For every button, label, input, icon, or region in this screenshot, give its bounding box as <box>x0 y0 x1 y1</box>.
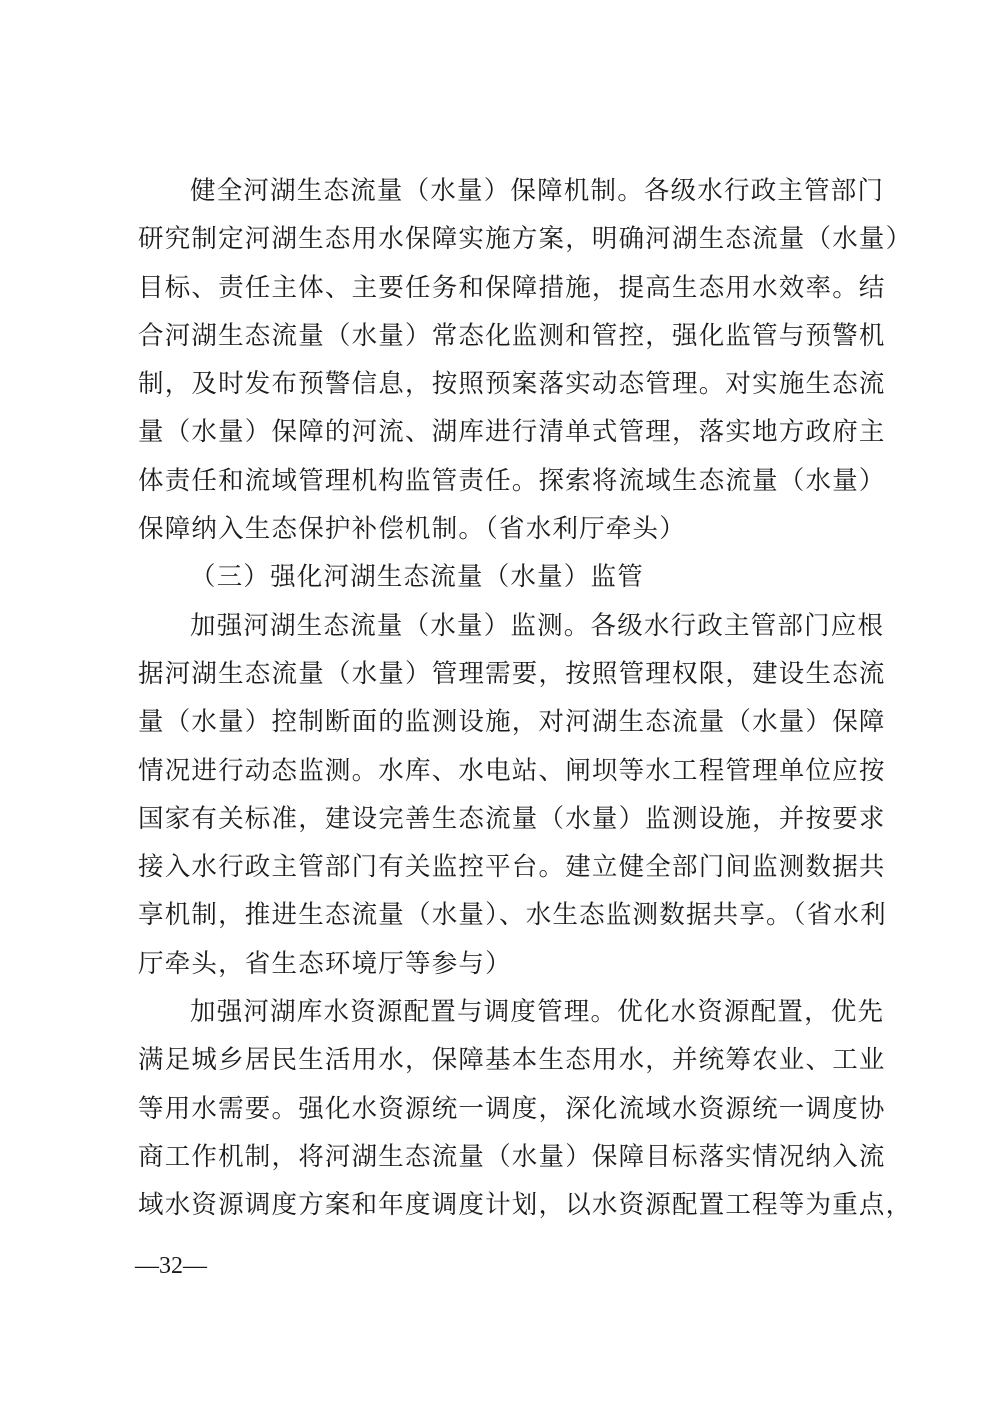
paragraph-line: 厅牵头，省生态环境厅等参与） <box>138 948 512 979</box>
paragraph-line: 合河湖生态流量（水量）常态化监测和管控，强化监管与预警机 <box>138 320 886 351</box>
paragraph-line: 量（水量）保障的河流、湖库进行清单式管理，落实地方政府主 <box>138 417 886 448</box>
paragraph-line: 域水资源调度方案和年度调度计划，以水资源配置工程等为重点， <box>138 1190 913 1221</box>
paragraph-line: 目标、责任主体、主要任务和保障措施，提高生态用水效率。结 <box>138 272 886 303</box>
paragraph-line: 制，及时发布预警信息，按照预案落实动态管理。对实施生态流 <box>138 369 886 400</box>
paragraph-line: 等用水需要。强化水资源统一调度，深化流域水资源统一调度协 <box>138 1093 886 1124</box>
paragraph-line: 健全河湖生态流量（水量）保障机制。各级水行政主管部门 <box>190 176 885 206</box>
paragraph-line: 享机制，推进生态流量（水量）、水生态监测数据共享。（省水利 <box>138 900 887 931</box>
paragraph-line: 加强河湖生态流量（水量）监测。各级水行政主管部门应根 <box>190 610 885 641</box>
paragraph-line: 保障纳入生态保护补偿机制。（省水利厅牵头） <box>138 514 686 545</box>
section-heading: （三）强化河湖生态流量（水量）监管 <box>190 562 644 593</box>
body-text <box>138 167 913 1230</box>
paragraph-line: 接入水行政主管部门有关监控平台。建立健全部门间监测数据共 <box>138 852 886 883</box>
paragraph-line: 加强河湖库水资源配置与调度管理。优化水资源配置，优先 <box>190 997 885 1028</box>
paragraph-line: 国家有关标准，建设完善生态流量（水量）监测设施，并按要求 <box>138 803 886 834</box>
paragraph-line: 满足城乡居民生活用水，保障基本生态用水，并统筹农业、工业 <box>138 1045 886 1076</box>
paragraph-line: 据河湖生态流量（水量）管理需要，按照管理权限，建设生态流 <box>138 658 886 689</box>
paragraph-line: 体责任和流域管理机构监管责任。探索将流域生态流量（水量） <box>138 465 886 496</box>
paragraph-line: 情况进行动态监测。水库、水电站、闸坝等水工程管理单位应按 <box>138 755 886 786</box>
paragraph-line: 商工作机制，将河湖生态流量（水量）保障目标落实情况纳入流 <box>138 1141 886 1172</box>
page-number: —32— <box>135 1253 207 1279</box>
paragraph-line: 研究制定河湖生态用水保障实施方案，明确河湖生态流量（水量） <box>138 224 913 255</box>
paragraph-line: 量（水量）控制断面的监测设施，对河湖生态流量（水量）保障 <box>138 707 886 738</box>
